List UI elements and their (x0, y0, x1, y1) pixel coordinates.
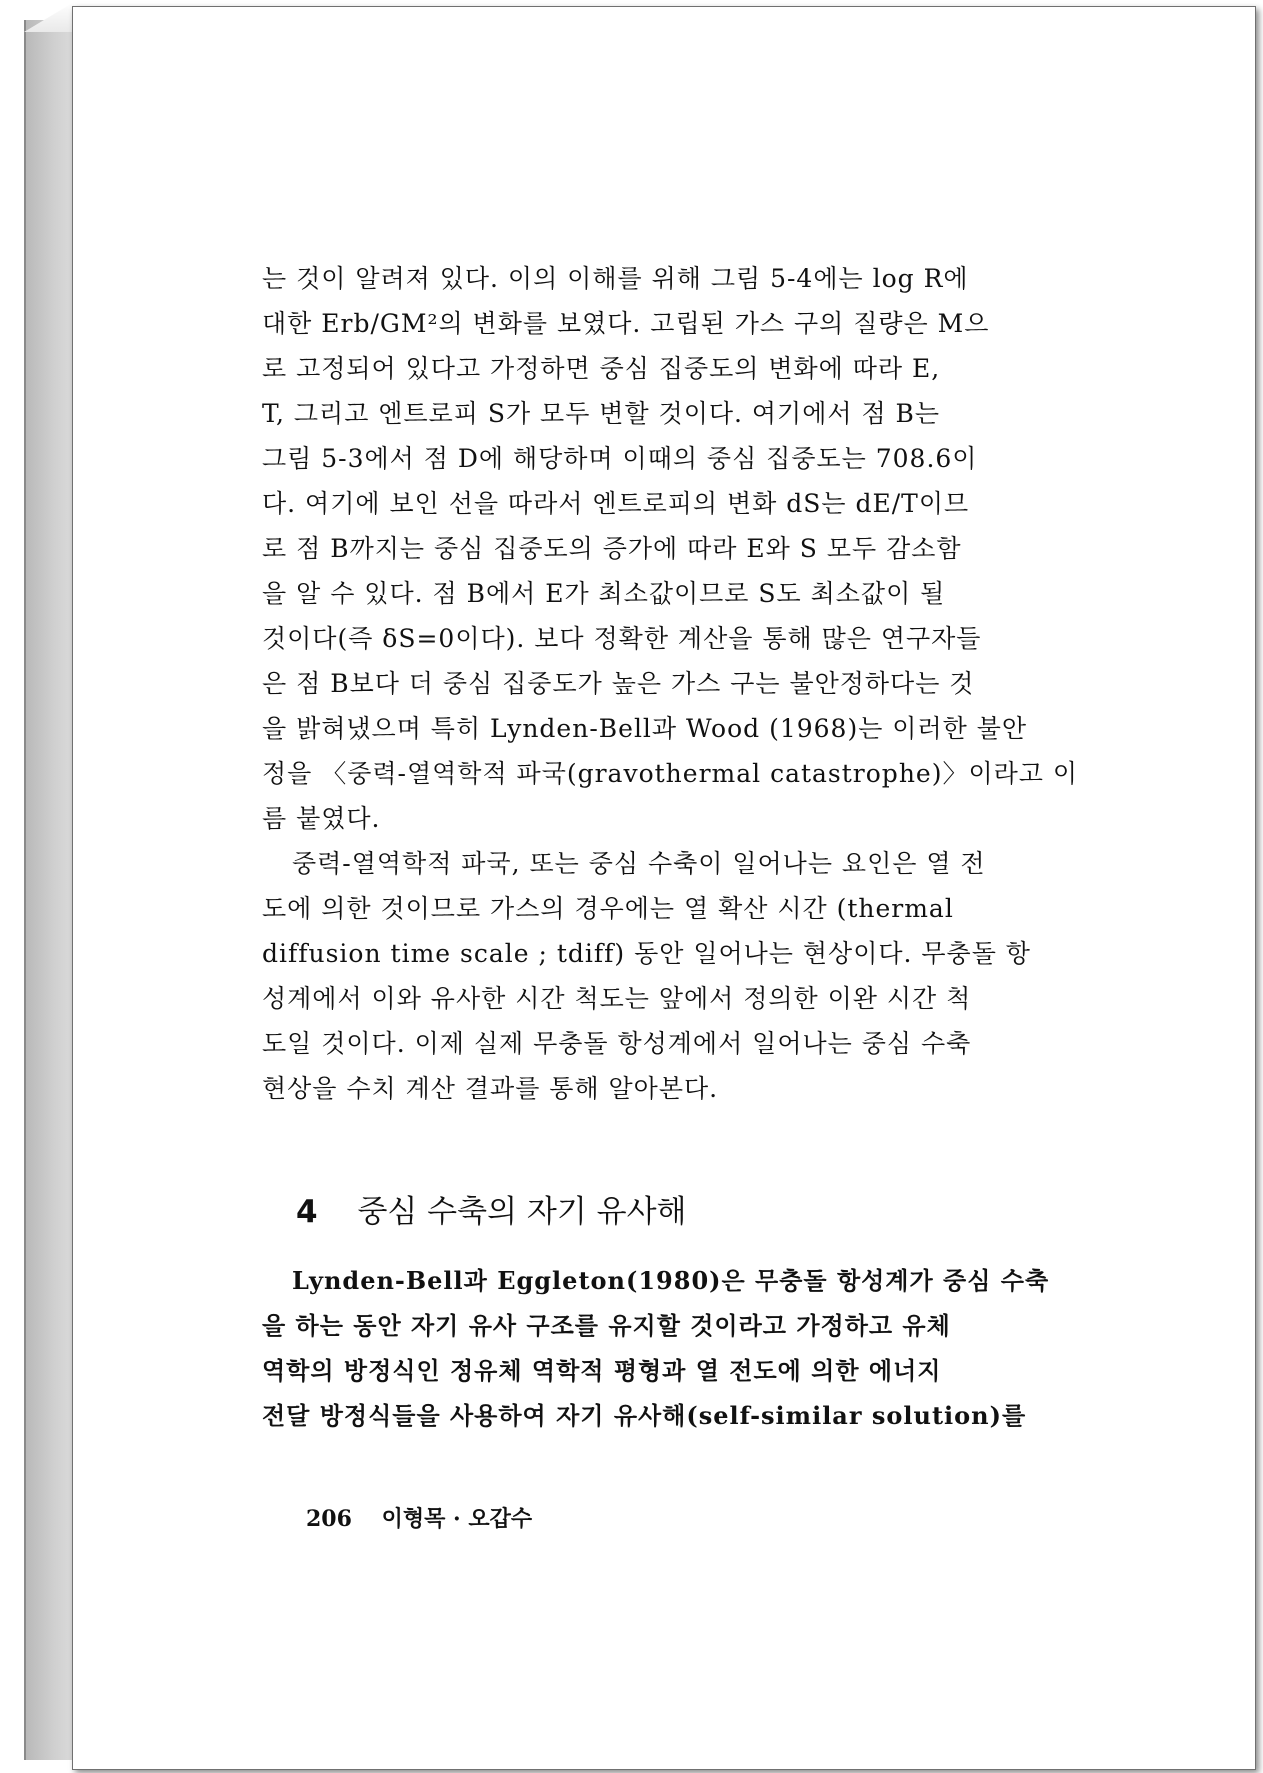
text-line: 는 것이 알려져 있다. 이의 이해를 위해 그림 5-4에는 log R에 (262, 264, 969, 293)
text-line: 대한 Erb/GM²의 변화를 보였다. 고립된 가스 구의 질량은 M으 (262, 309, 990, 338)
text-line: 을 하는 동안 자기 유사 구조를 유지할 것이라고 가정하고 유체 (262, 1311, 951, 1340)
text-line: 그림 5-3에서 점 D에 해당하며 이때의 중심 집중도는 708.6이 (262, 444, 978, 473)
text-line: 름 붙였다. (262, 804, 381, 833)
text-line: 중력-열역학적 파국, 또는 중심 수축이 일어나는 요인은 열 전 (292, 849, 986, 878)
book-side-edge (24, 20, 76, 1760)
page-number: 206 (306, 1506, 352, 1532)
text-line: 정을 〈중력-열역학적 파국(gravothermal catastrophe)〉이라고 이 (262, 759, 1079, 788)
text-line: 전달 방정식들을 사용하여 자기 유사해(self-similar solution)를 (262, 1401, 1027, 1430)
text-line: 성계에서 이와 유사한 시간 척도는 앞에서 정의한 이완 시간 척 (262, 984, 972, 1013)
text-line: T, 그리고 엔트로피 S가 모두 변할 것이다. 여기에서 점 B는 (262, 399, 941, 428)
text-line: 것이다(즉 δS=0이다). 보다 정확한 계산을 통해 많은 연구자들 (262, 624, 982, 653)
text-line: 로 고정되어 있다고 가정하면 중심 집중도의 변화에 따라 E, (262, 354, 941, 383)
bold-paragraph (262, 1258, 1142, 1438)
page-footer (306, 1502, 532, 1533)
section-heading (296, 1186, 686, 1231)
text-line: 현상을 수치 계산 결과를 통해 알아본다. (262, 1074, 719, 1103)
book-top-corner (24, 2, 74, 32)
text-line: 은 점 B보다 더 중심 집중도가 높은 가스 구는 불안정하다는 것 (262, 669, 975, 698)
text-line: 을 밝혀냈으며 특히 Lynden-Bell과 Wood (1968)는 이러한 불안 (262, 714, 1028, 743)
text-line: 역학의 방정식인 정유체 역학적 평형과 열 전도에 의한 에너지 (262, 1356, 942, 1385)
text-line: diffusion time scale ; tdiff) 동안 일어나는 현상이다. 무충돌 항 (262, 939, 1031, 968)
text-line: 도일 것이다. 이제 실제 무충돌 항성계에서 일어나는 중심 수축 (262, 1029, 972, 1058)
text-line: 다. 여기에 보인 선을 따라서 엔트로피의 변화 dS는 dE/T이므 (262, 489, 970, 518)
text-line: 을 알 수 있다. 점 B에서 E가 최소값이므로 S도 최소값이 될 (262, 579, 946, 608)
section-title: 중심 수축의 자기 유사해 (357, 1194, 687, 1230)
text-line: 도에 의한 것이므로 가스의 경우에는 열 확산 시간 (thermal (262, 894, 954, 923)
text-line: 로 점 B까지는 중심 집중도의 증가에 따라 E와 S 모두 감소함 (262, 534, 962, 563)
body-text (262, 256, 1142, 1111)
text-line: Lynden-Bell과 Eggleton(1980)은 무충돌 항성계가 중심 수축 (292, 1266, 1050, 1295)
section-number: 4 (296, 1194, 318, 1230)
footer-authors: 이형목 · 오갑수 (381, 1506, 533, 1532)
